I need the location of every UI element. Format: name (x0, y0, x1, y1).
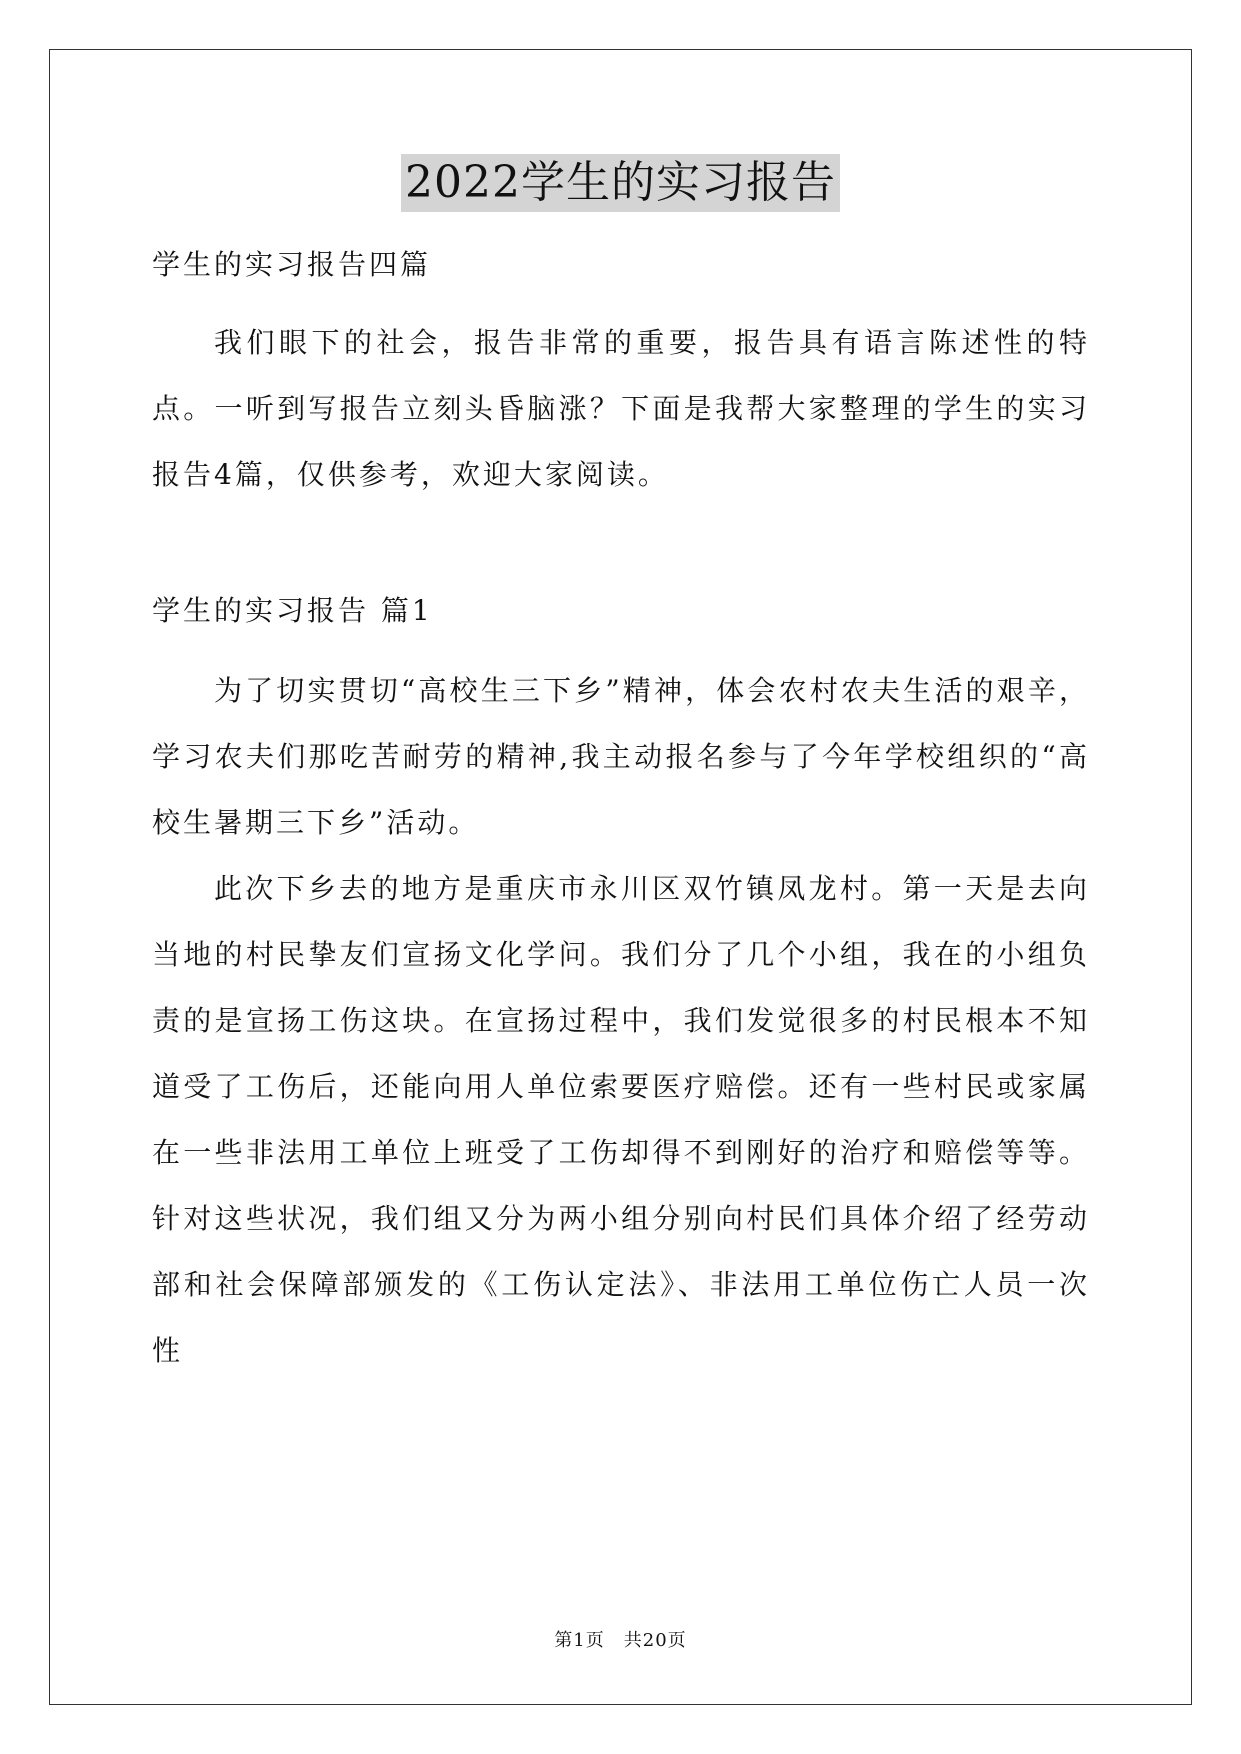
document-subtitle: 学生的实习报告四篇 (152, 248, 432, 281)
body-paragraph: 为了切实贯切“高校生三下乡”精神，体会农村农夫生活的艰辛，学习农夫们那吃苦耐劳的精神,我主动报名参与了今年学校组织的“高校生暑期三下乡”活动。 (152, 674, 1090, 839)
document-body (152, 232, 1090, 1384)
title-container (0, 154, 1241, 212)
section-heading: 学生的实习报告 篇1 (152, 594, 433, 627)
intro-paragraph: 我们眼下的社会，报告非常的重要，报告具有语言陈述性的特点。一听到写报告立刻头昏脑涨？下面是我帮大家整理的学生的实习报告4篇，仅供参考，欢迎大家阅读。 (152, 326, 1090, 491)
body-paragraph: 此次下乡去的地方是重庆市永川区双竹镇凤龙村。第一天是去向当地的村民挚友们宣扬文化学问。我们分了几个小组，我在的小组负责的是宣扬工伤这块。在宣扬过程中，我们发觉很多的村民根本不知道受了工伤后，还能向用人单位索要医疗赔偿。还有一些村民或家属在一些非法用工单位上班受了工伤却得不到刚好的治疗和赔偿等等。针对这些状况，我们组又分为两小组分别向村民们具体介绍了经劳动部和社会保障部颁发的《工伤认定法》、非法用工单位伤亡人员一次性 (152, 872, 1090, 1367)
page-footer: 第1页 共20页 (554, 1630, 687, 1651)
document-title: 2022学生的实习报告 (401, 154, 840, 212)
